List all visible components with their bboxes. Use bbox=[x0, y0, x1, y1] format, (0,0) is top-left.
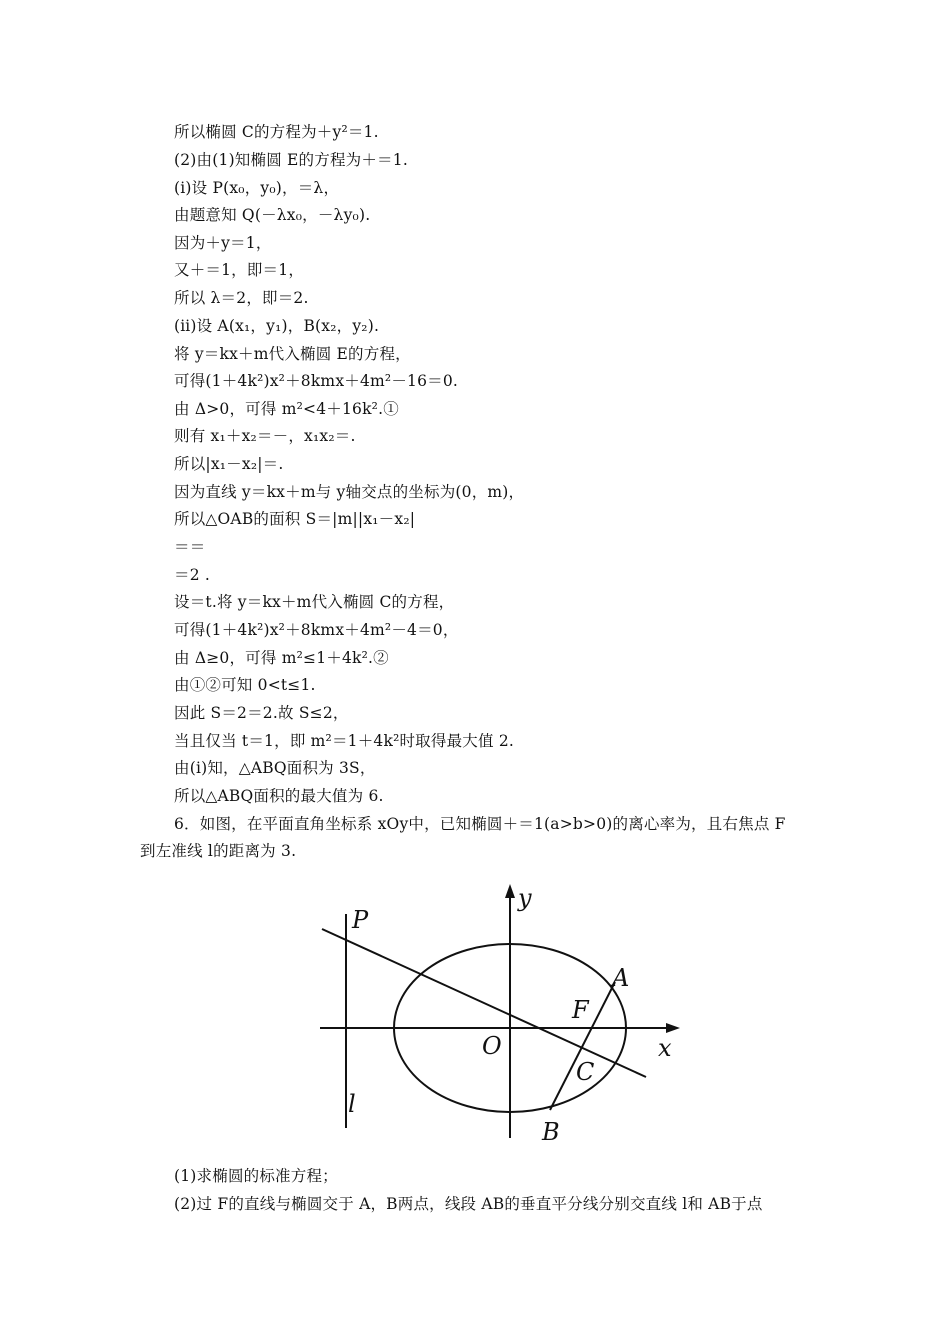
question-6-line-1: 6．如图，在平面直角坐标系 xOy中，已知椭圆＋＝1(a>b>0)的离心率为，且右焦点 F bbox=[174, 815, 786, 833]
ellipse-figure bbox=[292, 872, 690, 1148]
label-l: l bbox=[348, 1090, 356, 1118]
text-line: 可得(1＋4k²)x²＋8kmx＋4m²－16＝0. bbox=[174, 372, 459, 390]
label-A: A bbox=[612, 964, 630, 992]
text-line: (2)由(1)知椭圆 E的方程为＋＝1. bbox=[174, 151, 408, 169]
text-line: 由(ⅰ)知，△ABQ面积为 3S， bbox=[174, 759, 376, 777]
text-line: (ⅰ)设 P(x₀，y₀)，＝λ， bbox=[174, 179, 340, 197]
text-line: 所以△OAB的面积 S＝|m||x₁－x₂| bbox=[174, 510, 416, 528]
text-line: 由题意知 Q(－λx₀，－λy₀). bbox=[174, 206, 371, 224]
text-line: 设＝t.将 y＝kx＋m代入椭圆 C的方程， bbox=[174, 593, 455, 611]
text-line: 则有 x₁＋x₂＝－，x₁x₂＝. bbox=[174, 427, 356, 445]
label-B: B bbox=[542, 1118, 560, 1146]
text-line: 所以椭圆 C的方程为＋y²＝1. bbox=[174, 123, 379, 141]
text-line: (ⅱ)设 A(x₁，y₁)，B(x₂，y₂). bbox=[174, 317, 380, 335]
label-y: y bbox=[518, 884, 532, 912]
text-line: 因为直线 y＝kx＋m与 y轴交点的坐标为(0，m)， bbox=[174, 483, 525, 501]
text-line: 将 y＝kx＋m代入椭圆 E的方程， bbox=[174, 345, 411, 363]
text-line: ＝＝ bbox=[174, 538, 206, 556]
text-line: 由①②可知 0<t≤1. bbox=[174, 676, 316, 694]
text-line: 所以|x₁－x₂|＝. bbox=[174, 455, 284, 473]
text-line: 因此 S＝2＝2.故 S≤2， bbox=[174, 704, 349, 722]
text-line: 因为＋y＝1， bbox=[174, 234, 272, 252]
text-line: 又＋＝1，即＝1， bbox=[174, 261, 305, 279]
label-F: F bbox=[572, 996, 589, 1024]
label-P: P bbox=[352, 906, 369, 934]
label-x: x bbox=[658, 1034, 672, 1062]
text-line: 由 Δ≥0，可得 m²≤1＋4k².② bbox=[174, 649, 389, 667]
ellipse-diagram bbox=[292, 872, 690, 1148]
part-1-text: (1)求椭圆的标准方程； bbox=[174, 1167, 338, 1185]
question-6-line-2: 到左准线 l的距离为 3. bbox=[140, 842, 297, 860]
x-axis-arrow bbox=[666, 1023, 680, 1033]
label-C: C bbox=[576, 1058, 595, 1086]
y-axis-arrow bbox=[505, 884, 515, 898]
text-line: 可得(1＋4k²)x²＋8kmx＋4m²－4＝0， bbox=[174, 621, 459, 639]
text-line: 所以△ABQ面积的最大值为 6. bbox=[174, 787, 384, 805]
text-line: 当且仅当 t＝1，即 m²＝1＋4k²时取得最大值 2. bbox=[174, 732, 515, 750]
text-line: ＝2 . bbox=[174, 566, 211, 584]
text-line: 由 Δ>0，可得 m²<4＋16k².① bbox=[174, 400, 399, 418]
text-line: 所以 λ＝2，即＝2. bbox=[174, 289, 309, 307]
label-O: O bbox=[482, 1032, 502, 1060]
part-2-text: (2)过 F的直线与椭圆交于 A，B两点，线段 AB的垂直平分线分别交直线 l和 AB于点 bbox=[174, 1195, 763, 1213]
